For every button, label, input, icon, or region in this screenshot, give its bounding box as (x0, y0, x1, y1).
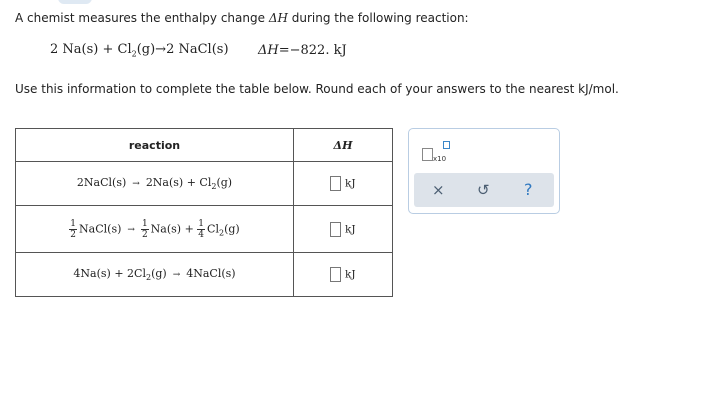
subscript: 2 (218, 228, 225, 238)
x10-label: x10 (433, 155, 447, 163)
table-row (16, 253, 393, 297)
instructions: Use this information to complete the table below. Round each of your answers to the nearest kJ/mol. (15, 82, 619, 96)
reaction-table (15, 128, 393, 297)
state-label: (g) (151, 266, 167, 280)
given-dh-value: =−822. kJ (278, 43, 347, 58)
reaction-right: Cl (207, 222, 219, 235)
reaction-arrow: → (132, 178, 140, 189)
unit-label: kJ (345, 177, 356, 190)
given-enthalpy (258, 43, 347, 58)
answer-cell (294, 206, 393, 253)
undo-icon[interactable]: ↺ (477, 181, 490, 199)
table-header-row (16, 129, 393, 162)
subscript: 2 (145, 273, 152, 283)
table-row (16, 162, 393, 206)
reaction-cell (16, 162, 294, 206)
scientific-notation-button[interactable] (422, 141, 452, 163)
reaction-left: 4Na(s) + 2Cl (73, 266, 146, 280)
mantissa-box-icon (422, 148, 433, 161)
answer-input-1[interactable] (330, 176, 341, 191)
given-dh-label: ΔH (258, 43, 279, 58)
prompt-suffix: during the following reaction: (287, 11, 469, 25)
question-prompt (15, 11, 469, 25)
equation-products: 2 NaCl(s) (166, 42, 229, 57)
table-row (16, 206, 393, 253)
prompt-prefix: A chemist measures the enthalpy change (15, 11, 269, 25)
tools-action-bar (414, 173, 554, 207)
reaction-left: NaCl(s) (79, 222, 122, 235)
reaction-arrow: → (172, 269, 181, 280)
answer-input-2[interactable] (330, 222, 341, 237)
help-icon[interactable]: ? (524, 180, 533, 199)
header-delta-h: ΔH (294, 129, 393, 162)
reaction-right: 2Na(s) + Cl (145, 175, 212, 189)
header-reaction: reaction (16, 129, 294, 162)
reaction-left: 2NaCl(s) (76, 175, 127, 189)
unit-label: kJ (345, 268, 356, 281)
top-tab-nub (58, 0, 92, 4)
reaction-arrow: → (155, 42, 167, 57)
reaction-right: 4NaCl(s) (186, 266, 236, 280)
equation-reactants: 2 Na(s) + Cl (50, 42, 132, 57)
answer-tools-panel (408, 128, 560, 214)
fraction: $\frac{1}{2}$ (70, 218, 77, 240)
answer-input-3[interactable] (330, 267, 341, 282)
clear-icon[interactable]: × (432, 181, 445, 199)
answer-cell (294, 162, 393, 206)
reaction-cell (16, 206, 294, 253)
fraction: $\frac{1}{4}$ (198, 218, 205, 240)
subscript: 2 (211, 182, 217, 192)
answer-cell (294, 253, 393, 297)
exponent-box-icon (443, 141, 450, 149)
fraction: $\frac{1}{2}$ (141, 218, 148, 240)
unit-label: kJ (345, 223, 356, 235)
reaction-cell (16, 253, 294, 297)
reaction-arrow: → (127, 225, 135, 235)
given-equation (50, 42, 229, 59)
delta-h-symbol: ΔH (268, 11, 288, 25)
equation-state: (g) (136, 42, 156, 57)
equation-subscript: 2 (131, 49, 137, 59)
state-label: (g) (216, 175, 233, 189)
reaction-right: Na(s) + (150, 222, 194, 235)
state-label: (g) (224, 222, 240, 235)
